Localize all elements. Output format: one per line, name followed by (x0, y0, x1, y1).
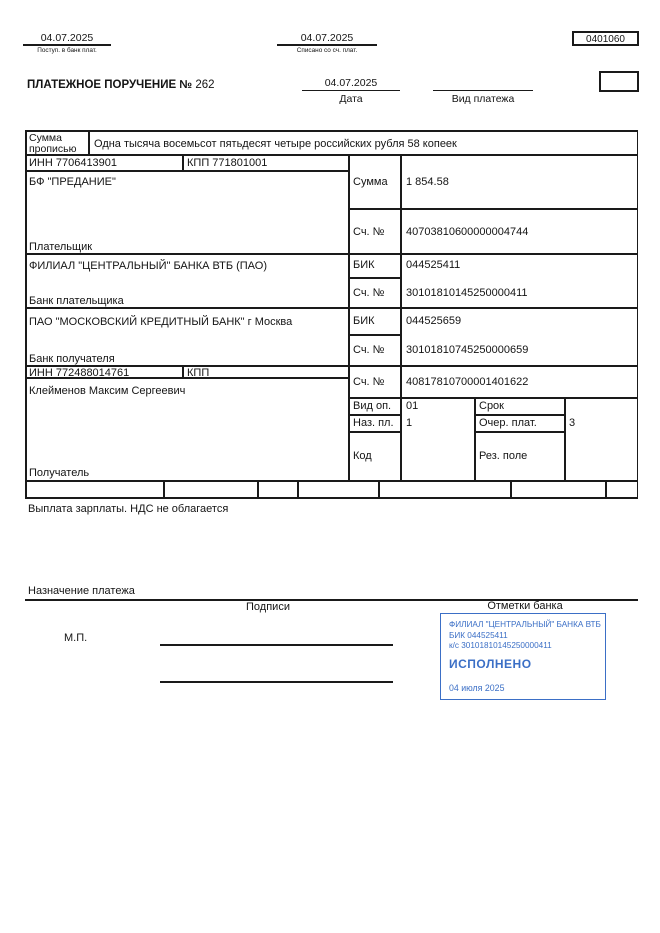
stamp-bank-name: ФИЛИАЛ "ЦЕНТРАЛЬНЫЙ" БАНКА ВТБ (449, 620, 601, 629)
document-date: 04.07.2025 (324, 77, 378, 89)
code-label: Код (353, 450, 372, 462)
grid-line (25, 130, 27, 498)
date-debited-label: Списано со сч. плат. (296, 46, 358, 54)
grid-line (257, 480, 259, 497)
payee-inn: ИНН 772488014761 (29, 367, 130, 379)
payment-type-underline (433, 90, 533, 92)
signatures-label: Подписи (246, 601, 290, 613)
payee-account: 40817810700001401622 (406, 376, 529, 388)
grid-line (474, 414, 565, 416)
grid-line (182, 155, 184, 171)
signature-line-1 (160, 644, 393, 646)
document-title-text: ПЛАТЕЖНОЕ ПОРУЧЕНИЕ № (27, 79, 193, 91)
payer-bank-corr: 30101810145250000411 (406, 287, 528, 299)
payer-label: Плательщик (29, 241, 93, 253)
payee-bank-bik-label: БИК (353, 315, 375, 327)
grid-line (88, 130, 90, 155)
payee-name: Клейменов Максим Сергеевич (29, 385, 186, 397)
payment-type-label: Вид платежа (451, 93, 515, 105)
payee-bank-name: ПАО "МОСКОВСКИЙ КРЕДИТНЫЙ БАНК" г Москва (29, 316, 293, 328)
payee-bank-corr-label: Сч. № (353, 344, 385, 356)
payer-bank-corr-label: Сч. № (353, 287, 385, 299)
priority-value: 3 (569, 417, 576, 429)
signature-line-2 (160, 681, 393, 683)
payee-bank-label: Банк получателя (29, 353, 115, 365)
grid-line (25, 130, 638, 132)
purpose-label: Назначение платежа (28, 585, 135, 597)
purpose-text: Выплата зарплаты. НДС не облагается (28, 503, 229, 515)
sum-value: 1 854.58 (406, 176, 449, 188)
payer-bank-label: Банк плательщика (29, 295, 124, 307)
grid-line (637, 130, 639, 498)
grid-line (348, 277, 401, 279)
grid-line (378, 480, 380, 497)
form-code: 0401060 (586, 33, 625, 45)
form-code-box (572, 31, 639, 46)
grid-line (564, 397, 566, 481)
op-type-label: Вид оп. (353, 400, 392, 412)
grid-line (348, 397, 638, 399)
grid-line (400, 155, 402, 481)
date-label: Дата (339, 93, 363, 105)
grid-line (348, 431, 401, 433)
document-date-underline (302, 90, 400, 92)
sum-label: Сумма (353, 176, 388, 188)
payer-name: БФ "ПРЕДАНИЕ" (29, 176, 116, 188)
pay-basis-value: 1 (406, 417, 413, 429)
stamp-corr-account: к/с 30101810145250000411 (449, 641, 552, 650)
date-received: 04.07.2025 (40, 32, 94, 44)
document-number: 262 (195, 79, 215, 91)
amount-in-words: Одна тысяча восемьсот пятьдесят четыре российских рубля 58 копеек (94, 138, 457, 150)
grid-line (25, 170, 348, 172)
payee-label: Получатель (29, 467, 90, 479)
op-type-value: 01 (406, 400, 419, 412)
document-title (27, 79, 215, 92)
grid-line (182, 365, 184, 378)
pay-basis-label: Наз. пл. (353, 417, 394, 429)
grid-line (474, 397, 476, 481)
payer-bank-bik-label: БИК (353, 259, 375, 271)
payee-bank-bik: 044525659 (406, 315, 462, 327)
grid-line (25, 253, 638, 255)
date-received-label: Поступ. в банк плат. (37, 46, 97, 54)
grid-line (605, 480, 607, 497)
payer-bank-name: ФИЛИАЛ "ЦЕНТРАЛЬНЫЙ" БАНКА ВТБ (ПАО) (29, 260, 267, 272)
amount-in-words-label-1: Сумма (29, 132, 62, 144)
stamp-status: ИСПОЛНЕНО (449, 657, 532, 671)
mp-seal-label: М.П. (64, 632, 88, 644)
amount-in-words-label-2: прописью (29, 143, 77, 155)
grid-line (25, 497, 638, 499)
grid-line (474, 431, 565, 433)
priority-label: Очер. плат. (479, 417, 537, 429)
bank-marks-label: Отметки банка (487, 600, 563, 612)
status-101-box (599, 71, 639, 92)
payer-inn: ИНН 7706413901 (29, 157, 118, 169)
grid-line (510, 480, 512, 497)
term-label: Срок (479, 400, 504, 412)
payer-kpp: КПП 771801001 (187, 157, 268, 169)
payee-kpp-label: КПП (187, 367, 210, 379)
payer-account: 40703810600000004744 (406, 226, 529, 238)
payee-bank-corr: 30101810745250000659 (406, 344, 529, 356)
reserve-field-label: Рез. поле (479, 450, 528, 462)
payee-account-label: Сч. № (353, 376, 385, 388)
grid-line (348, 414, 401, 416)
grid-line (297, 480, 299, 497)
payer-account-label: Сч. № (353, 226, 385, 238)
stamp-bik: БИК 044525411 (449, 631, 508, 640)
payer-bank-bik: 044525411 (406, 259, 461, 271)
date-debited: 04.07.2025 (300, 32, 354, 44)
stamp-date: 04 июля 2025 (449, 683, 505, 693)
bank-stamp (440, 613, 606, 700)
grid-line (25, 480, 638, 482)
grid-line (25, 154, 638, 156)
grid-line (348, 208, 638, 210)
grid-line (348, 334, 401, 336)
grid-line (348, 155, 350, 481)
grid-line (163, 480, 165, 497)
